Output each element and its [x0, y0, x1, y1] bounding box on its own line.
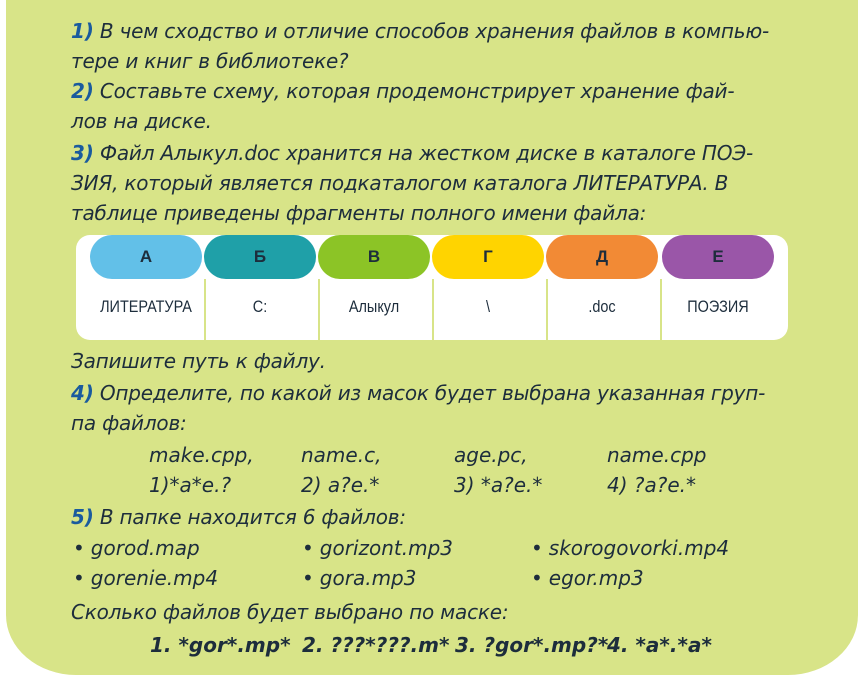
table-column-g: [432, 235, 544, 340]
column-value-b: С:: [252, 297, 268, 316]
q4-file: name.c,: [301, 443, 382, 467]
q5-file-name: egor.mp3: [548, 566, 644, 590]
q3-text-1: Файл Алыкул.doc хранится на жестком диске в каталоге ПОЭ-: [93, 141, 754, 165]
q2-text-1: Составьте схему, которая продемонстрирует хранение фай-: [93, 79, 735, 103]
q5-option: 4. *a*.*a*: [607, 633, 712, 657]
bullet-icon: •: [73, 536, 85, 560]
column-header-e: Е: [662, 235, 774, 279]
column-value-v: Алыкул: [348, 297, 400, 316]
q5-text-1: В папке находится 6 файлов:: [93, 505, 406, 529]
q1-number: 1): [71, 19, 94, 43]
q4-file: name.cpp: [607, 443, 707, 467]
q4-file: make.cpp,: [149, 443, 254, 467]
q5-file-name: gora.mp3: [319, 566, 417, 590]
q5-file-item: [531, 533, 729, 563]
table-column-e: [662, 235, 774, 340]
table-column-v: [318, 235, 430, 340]
bullet-icon: •: [302, 536, 314, 560]
q4-mask: 1)*a*e.?: [149, 473, 232, 497]
bullet-icon: •: [531, 566, 543, 590]
q5-file-item: [73, 533, 200, 563]
q5-file-name: skorogovorki.mp4: [548, 536, 730, 560]
q3-number: 3): [71, 141, 94, 165]
q5-question: Сколько файлов будет выбрано по маске:: [71, 600, 509, 624]
column-header-v: В: [318, 235, 430, 279]
bullet-icon: •: [531, 536, 543, 560]
q3-line-2: ЗИЯ, который является подкаталогом каталога ЛИТЕРАТУРА. В: [71, 171, 729, 195]
q5-file-name: gorizont.mp3: [319, 536, 454, 560]
q5-line-1: [71, 502, 406, 532]
column-value-d: .doc: [588, 297, 616, 316]
q5-file-item: [531, 563, 644, 593]
q2-number: 2): [71, 79, 94, 103]
q4-number: 4): [71, 381, 94, 405]
q4-file: age.pc,: [454, 443, 528, 467]
column-header-a: А: [90, 235, 202, 279]
q5-file-item: [73, 563, 218, 593]
bullet-icon: •: [302, 566, 314, 590]
q3-line-3: таблице приведены фрагменты полного имени файла:: [71, 201, 647, 225]
column-value-g: \: [485, 297, 491, 316]
q5-number: 5): [71, 505, 94, 529]
bullet-icon: •: [73, 566, 85, 590]
q1-line-2: тере и книг в библиотеке?: [71, 49, 349, 73]
q5-file-name: gorod.map: [90, 536, 200, 560]
q2-line-2: лов на диске.: [71, 109, 212, 133]
table-column-d: [546, 235, 658, 340]
column-header-b: Б: [204, 235, 316, 279]
q1-line-1: [71, 16, 769, 46]
q3-line-1: [71, 138, 753, 168]
table-column-a: [90, 235, 202, 340]
q5-file-name: gorenie.mp4: [90, 566, 219, 590]
q5-file-item: [302, 533, 453, 563]
q5-option: 3. ?gor*.mp?*: [455, 633, 609, 657]
q3-after-text: Запишите путь к файлу.: [71, 349, 326, 373]
q2-line-1: [71, 76, 734, 106]
q4-text-1: Определите, по какой из масок будет выбрана указанная груп-: [93, 381, 766, 405]
q4-line-1: [71, 378, 765, 408]
q5-option: 1. *gor*.mp*: [150, 633, 291, 657]
table-column-b: [204, 235, 316, 340]
column-value-e: ПОЭЗИЯ: [687, 297, 749, 316]
q4-mask: 3) *a?e.*: [454, 473, 543, 497]
q5-option: 2. ???*???.m*: [302, 633, 450, 657]
q1-text-1: В чем сходство и отличие способов хранения файлов в компью-: [93, 19, 769, 43]
column-header-g: Г: [432, 235, 544, 279]
path-fragments-table: [76, 235, 788, 340]
q4-mask: 4) ?a?e.*: [607, 473, 697, 497]
column-header-d: Д: [546, 235, 658, 279]
q5-file-item: [302, 563, 416, 593]
column-value-a: ЛИТЕРАТУРА: [100, 297, 192, 316]
q4-line-2: па файлов:: [71, 411, 187, 435]
q4-mask: 2) a?e.*: [301, 473, 380, 497]
